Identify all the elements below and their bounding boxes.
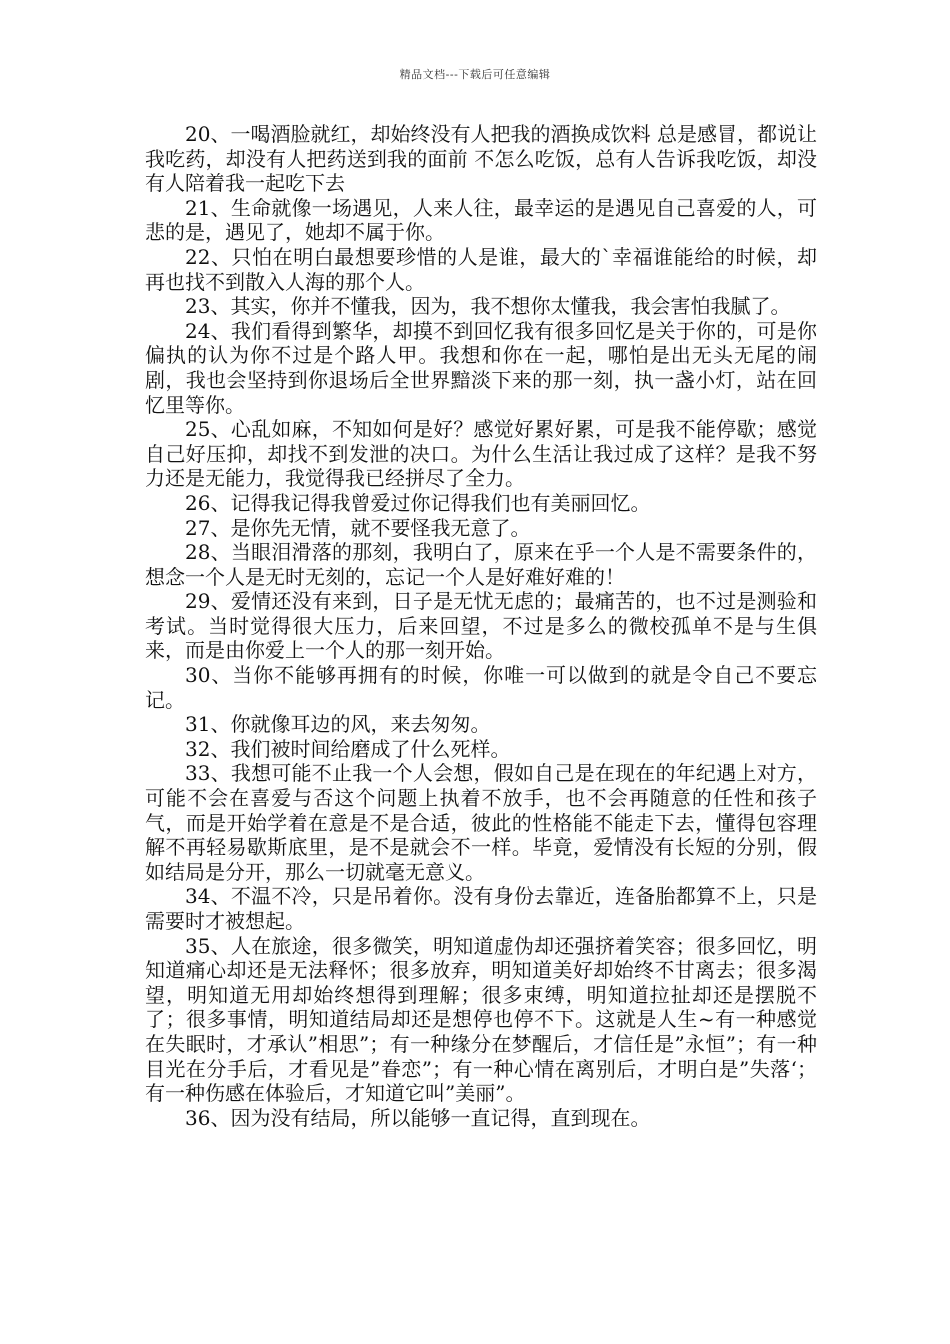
paragraph-26: 26、记得我记得我曾爱过你记得我们也有美丽回忆。 [185, 490, 651, 515]
paragraph-20: 20、一喝酒脸就红，却始终没有人把我的酒换成饮料 总是感冒，都说让我吃药，却没有人把药送到我的面前 不怎么吃饭，总有人告诉我吃饭，却没有人陪着我一起吃下去 [145, 122, 817, 196]
paragraph-35: 35、人在旅途，很多微笑，明知道虚伪却还强挤着笑容；很多回忆，明知道痛心却还是无法释怀；很多放弃，明知道美好却始终不甘离去；很多渴望，明知道无用却始终想得到理解；很多束缚，明知道拉扯却还是摆脱不了；很多事情，明知道结局却还是想停也停不下。这就是人生~有一种感觉在失眠时，才承认”相思”；有一种缘分在梦醒后，才信任是”永恒”；有一种目光在分手后，才看见是”眷恋”；有一种心情在离别后，才明白是”失落‘；有一种伤感在体验后，才知道它叫”美丽”。 [145, 933, 817, 1106]
paragraph-21: 21、生命就像一场遇见，人来人往，最幸运的是遇见自己喜爱的人，可悲的是，遇见了，她却不属于你。 [145, 195, 817, 245]
paragraph-30: 30、当你不能够再拥有的时候，你唯一可以做到的就是令自己不要忘记。 [145, 663, 817, 712]
paragraph-27: 27、是你先无情，就不要怪我无意了。 [185, 515, 531, 540]
paragraph-25: 25、心乱如麻，不知如何是好？感觉好累好累，可是我不能停歇；感觉自己好压抑，却找不到发泄的决口。为什么生活让我过成了这样？是我不努力还是无能力，我觉得我已经拼尽了全力。 [145, 417, 817, 491]
paragraph-23: 23、其实，你并不懂我，因为，我不想你太懂我，我会害怕我腻了。 [185, 294, 791, 319]
page-header: 精品文档---下载后可任意编辑 [399, 68, 551, 81]
document-body [145, 122, 817, 1130]
paragraph-28: 28、当眼泪滑落的那刻，我明白了，原来在乎一个人是不需要条件的，想念一个人是无时无刻的，忘记一个人是好难好难的！ [145, 540, 817, 589]
paragraph-24: 24、我们看得到繁华，却摸不到回忆我有很多回忆是关于你的，可是你偏执的认为你不过是个路人甲。我想和你在一起，哪怕是出无头无尾的闹剧，我也会坚持到你退场后全世界黯淡下来的那一刻，执一盏小灯，站在回忆里等你。 [145, 318, 817, 417]
paragraph-31: 31、你就像耳边的风，来去匆匆。 [185, 712, 491, 737]
paragraph-33: 33、我想可能不止我一个人会想，假如自己是在现在的年纪遇上对方，可能不会在喜爱与否这个问题上执着不放手，也不会再随意的任性和孩子气，而是开始学着在意是不是合适，彼此的性格能不能走下去，懂得包容理解不再轻易歇斯底里，是不是就会不一样。毕竟，爱情没有长短的分别，假如结局是分开，那么一切就毫无意义。 [145, 761, 817, 884]
paragraph-29: 29、爱情还没有来到，日子是无忧无虑的；最痛苦的，也不过是测验和考试。当时觉得很大压力，后来回望，不过是多么的微校孤单不是与生俱来，而是由你爱上一个人的那一刻开始。 [145, 589, 817, 663]
paragraph-22: 22、只怕在明白最想要珍惜的人是谁，最大的`幸福谁能给的时候，却再也找不到散入人海的那个人。 [145, 244, 817, 294]
paragraph-34: 34、不温不冷，只是吊着你。没有身份去靠近，连备胎都算不上，只是需要时才被想起。 [145, 884, 817, 933]
paragraph-36: 36、因为没有结局，所以能够一直记得，直到现在。 [185, 1105, 651, 1130]
paragraph-32: 32、我们被时间给磨成了什么死样。 [185, 736, 511, 761]
